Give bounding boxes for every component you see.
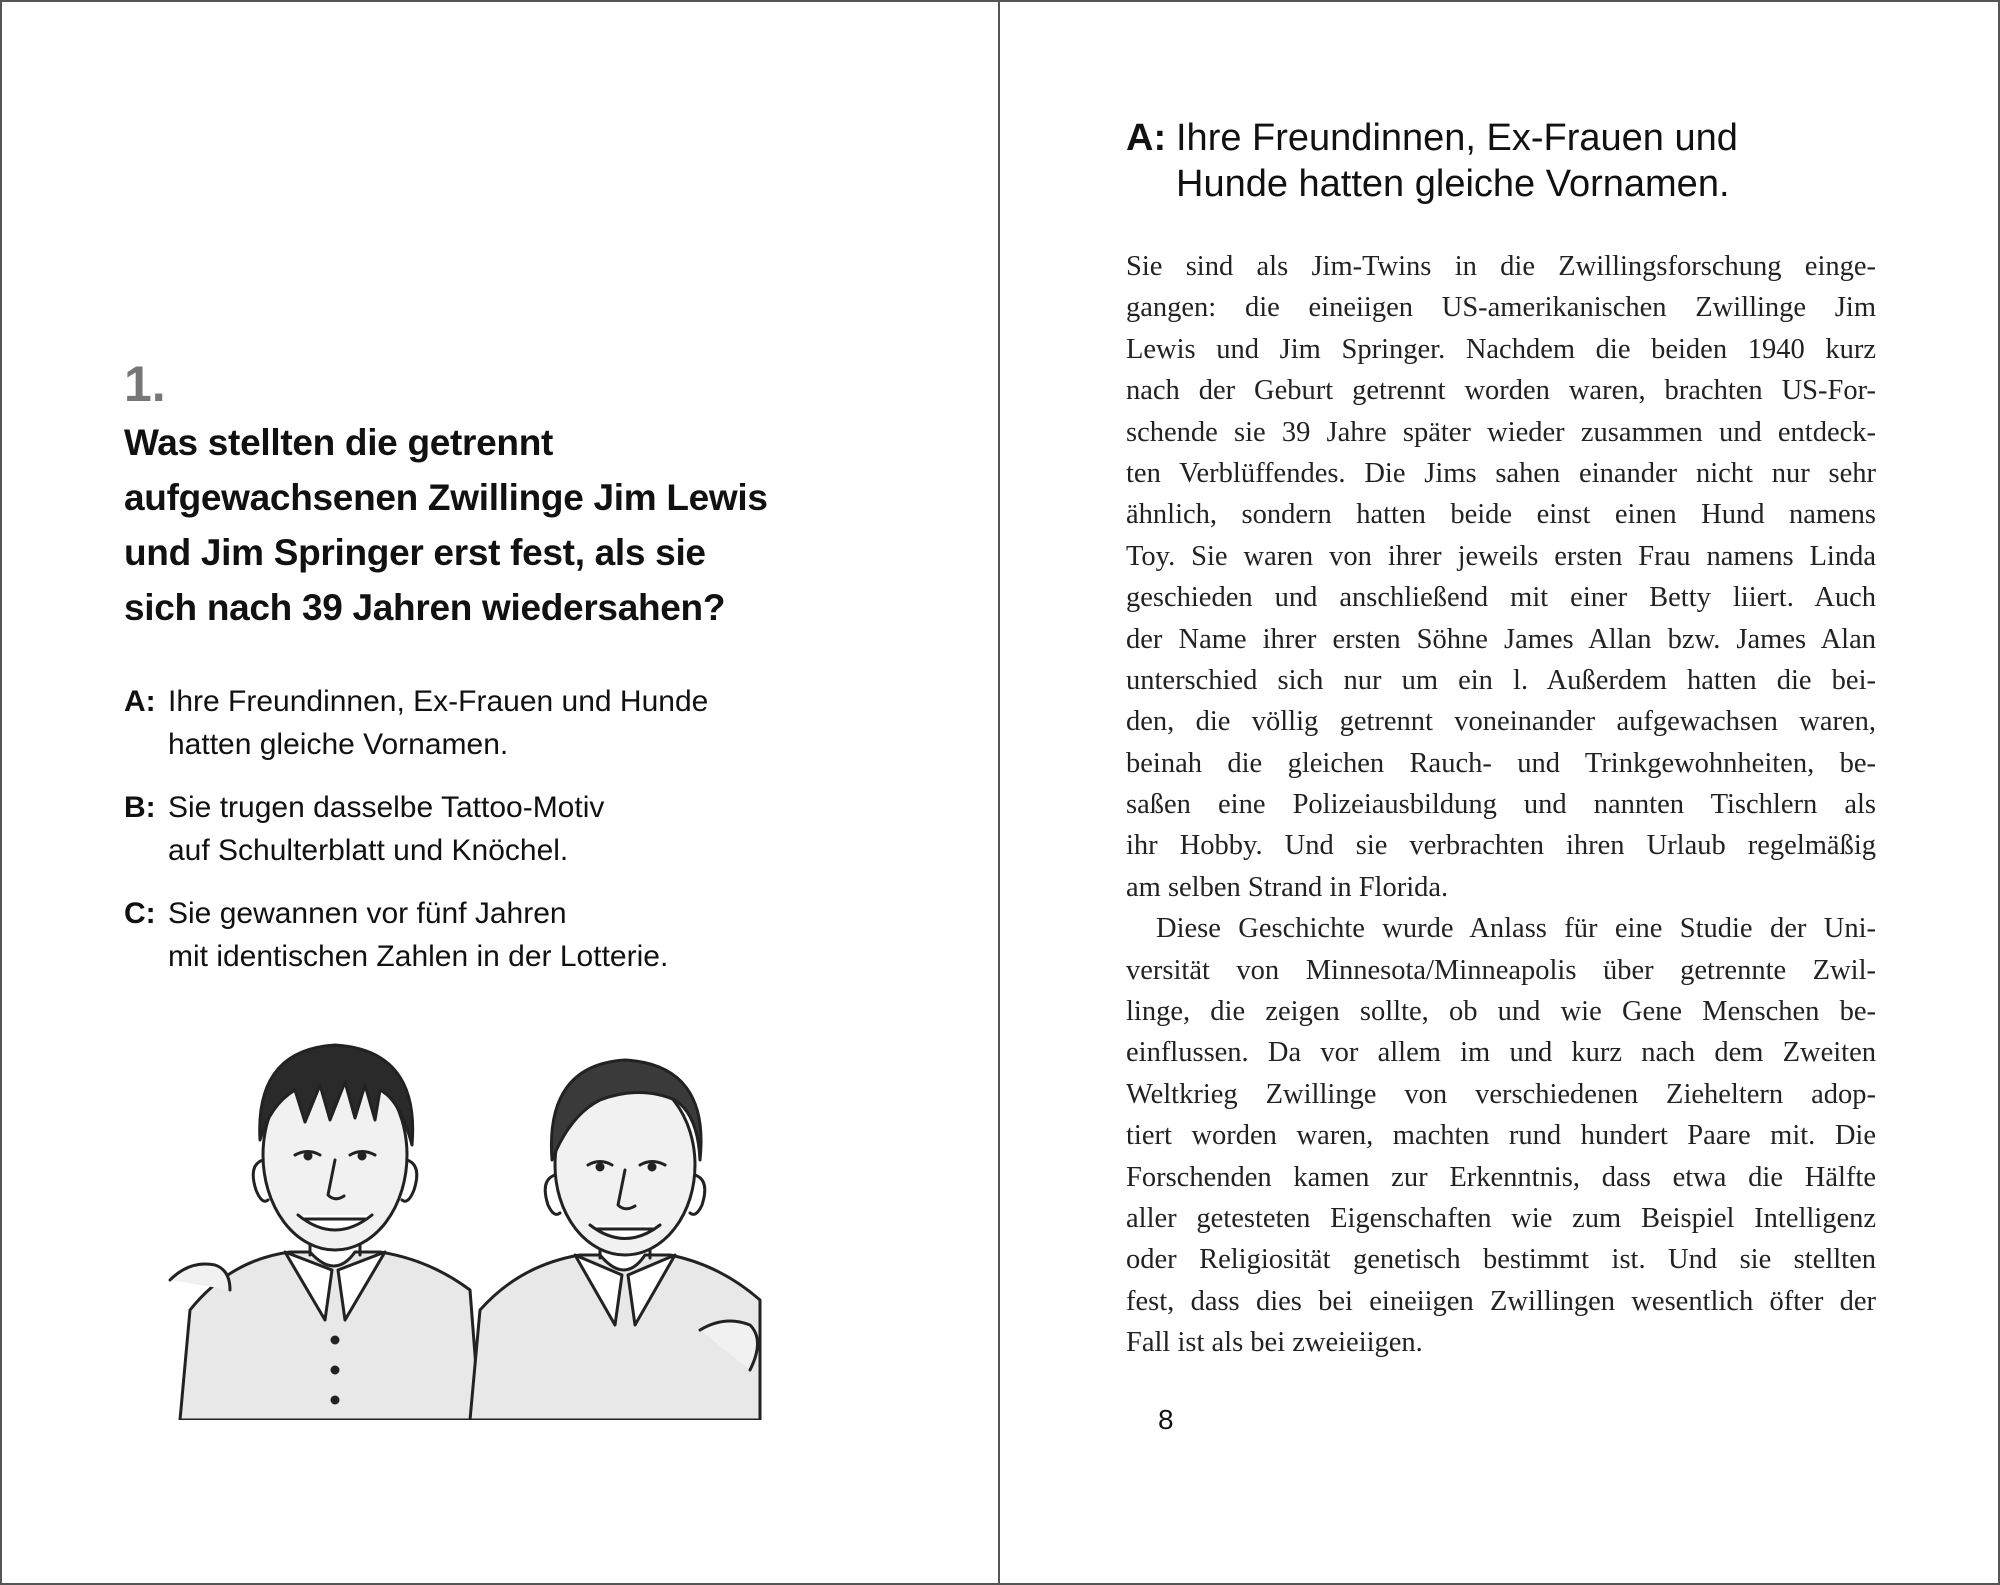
option-line: mit identischen Zahlen in der Lotterie. <box>168 940 669 973</box>
option-line: hatten gleiche Vornamen. <box>168 728 509 761</box>
option-c <box>124 892 764 978</box>
page-number: 8 <box>1158 1404 1174 1435</box>
text-line: den, die völlig getrennt voneinander aufgewachsen waren, <box>1126 706 1876 738</box>
right-twin-figure <box>470 1060 760 1420</box>
text-line: linge, die zeigen sollte, ob und wie Gene Menschen be- <box>1126 996 1876 1028</box>
twins-illustration <box>160 1020 770 1420</box>
answer-line: Hunde hatten gleiche Vornamen. <box>1176 163 1730 205</box>
text-line: Toy. Sie waren von ihrer jeweils ersten Frau namens Linda <box>1126 540 1876 572</box>
text-line: schende sie 39 Jahre später wieder zusammen und entdeck- <box>1126 416 1876 448</box>
text-line: ihr Hobby. Und sie verbrachten ihren Urlaub regelmäßig <box>1126 830 1876 862</box>
option-letter: B: <box>124 791 156 824</box>
text-line: der Name ihrer ersten Söhne James Allan bzw. James Alan <box>1126 623 1876 655</box>
text-line: am selben Strand in Florida. <box>1126 871 1449 903</box>
text-line: einflussen. Da vor allem im und kurz nach dem Zweiten <box>1126 1037 1876 1069</box>
option-line: auf Schulterblatt und Knöchel. <box>168 834 569 867</box>
question-number: 1. <box>124 356 166 412</box>
text-line: tiert worden waren, machten rund hundert Paare mit. Die <box>1126 1120 1876 1152</box>
question-line: sich nach 39 Jahren wiedersahen? <box>124 587 726 628</box>
paragraph-1 <box>1126 246 1876 908</box>
answer-letter: A: <box>1126 117 1167 159</box>
text-line: Weltkrieg Zwillinge von verschiedenen Zieheltern adop- <box>1126 1078 1876 1110</box>
answer-line: Ihre Freundinnen, Ex-Frauen und <box>1176 117 1738 159</box>
text-line: saßen eine Polizeiausbildung und nannten Tischlern als <box>1126 789 1876 821</box>
answer-heading <box>1126 115 1738 207</box>
question-line: Was stellten die getrennt <box>124 422 554 463</box>
text-line: beinah die gleichen Rauch- und Trinkgewohnheiten, be- <box>1126 747 1876 779</box>
option-b <box>124 786 764 872</box>
option-line: Sie trugen dasselbe Tattoo-Motiv <box>168 791 605 824</box>
text-line: oder Religiosität genetisch bestimmt ist. Und sie stellten <box>1126 1244 1876 1276</box>
option-line: Sie gewannen vor fünf Jahren <box>168 897 567 930</box>
option-a <box>124 680 764 766</box>
paragraph-2 <box>1126 908 1876 1363</box>
text-line: gangen: die eineiigen US-amerikanischen Zwillinge Jim <box>1126 292 1876 324</box>
text-line: fest, dass dies bei eineiigen Zwillingen wesentlich öfter der <box>1126 1285 1876 1317</box>
option-letter: C: <box>124 897 156 930</box>
explanation-text <box>1126 246 1876 1364</box>
text-line: Fall ist als bei zweieiigen. <box>1126 1327 1423 1359</box>
text-line: unterschied sich nur um ein l. Außerdem hatten die bei- <box>1126 664 1876 696</box>
text-line: versität von Minnesota/Minneapolis über getrennte Zwil- <box>1126 954 1876 986</box>
text-line: Diese Geschichte wurde Anlass für eine Studie der Uni- <box>1156 913 1876 945</box>
question-text <box>124 415 804 635</box>
text-line: Forschenden kamen zur Erkenntnis, dass etwa die Hälfte <box>1126 1161 1876 1193</box>
text-line: Sie sind als Jim-Twins in die Zwillingsforschung einge- <box>1126 251 1876 282</box>
text-line: geschieden und anschließend mit einer Betty liiert. Auch <box>1126 582 1876 614</box>
text-line: nach der Geburt getrennt worden waren, brachten US-For- <box>1126 375 1876 407</box>
question-line: aufgewachsenen Zwillinge Jim Lewis <box>124 477 768 518</box>
text-line: ten Verblüffendes. Die Jims sahen einander nicht nur sehr <box>1126 457 1876 489</box>
option-letter: A: <box>124 685 156 718</box>
question-line: und Jim Springer erst fest, als sie <box>124 532 706 573</box>
left-twin-figure <box>170 1045 480 1420</box>
text-line: Lewis und Jim Springer. Nachdem die beiden 1940 kurz <box>1126 333 1876 365</box>
option-line: Ihre Freundinnen, Ex-Frauen und Hunde <box>168 685 709 718</box>
text-line: aller getesteten Eigenschaften wie zum Beispiel Intelligenz <box>1126 1202 1876 1234</box>
text-line: ähnlich, sondern hatten beide einst einen Hund namens <box>1126 499 1876 531</box>
